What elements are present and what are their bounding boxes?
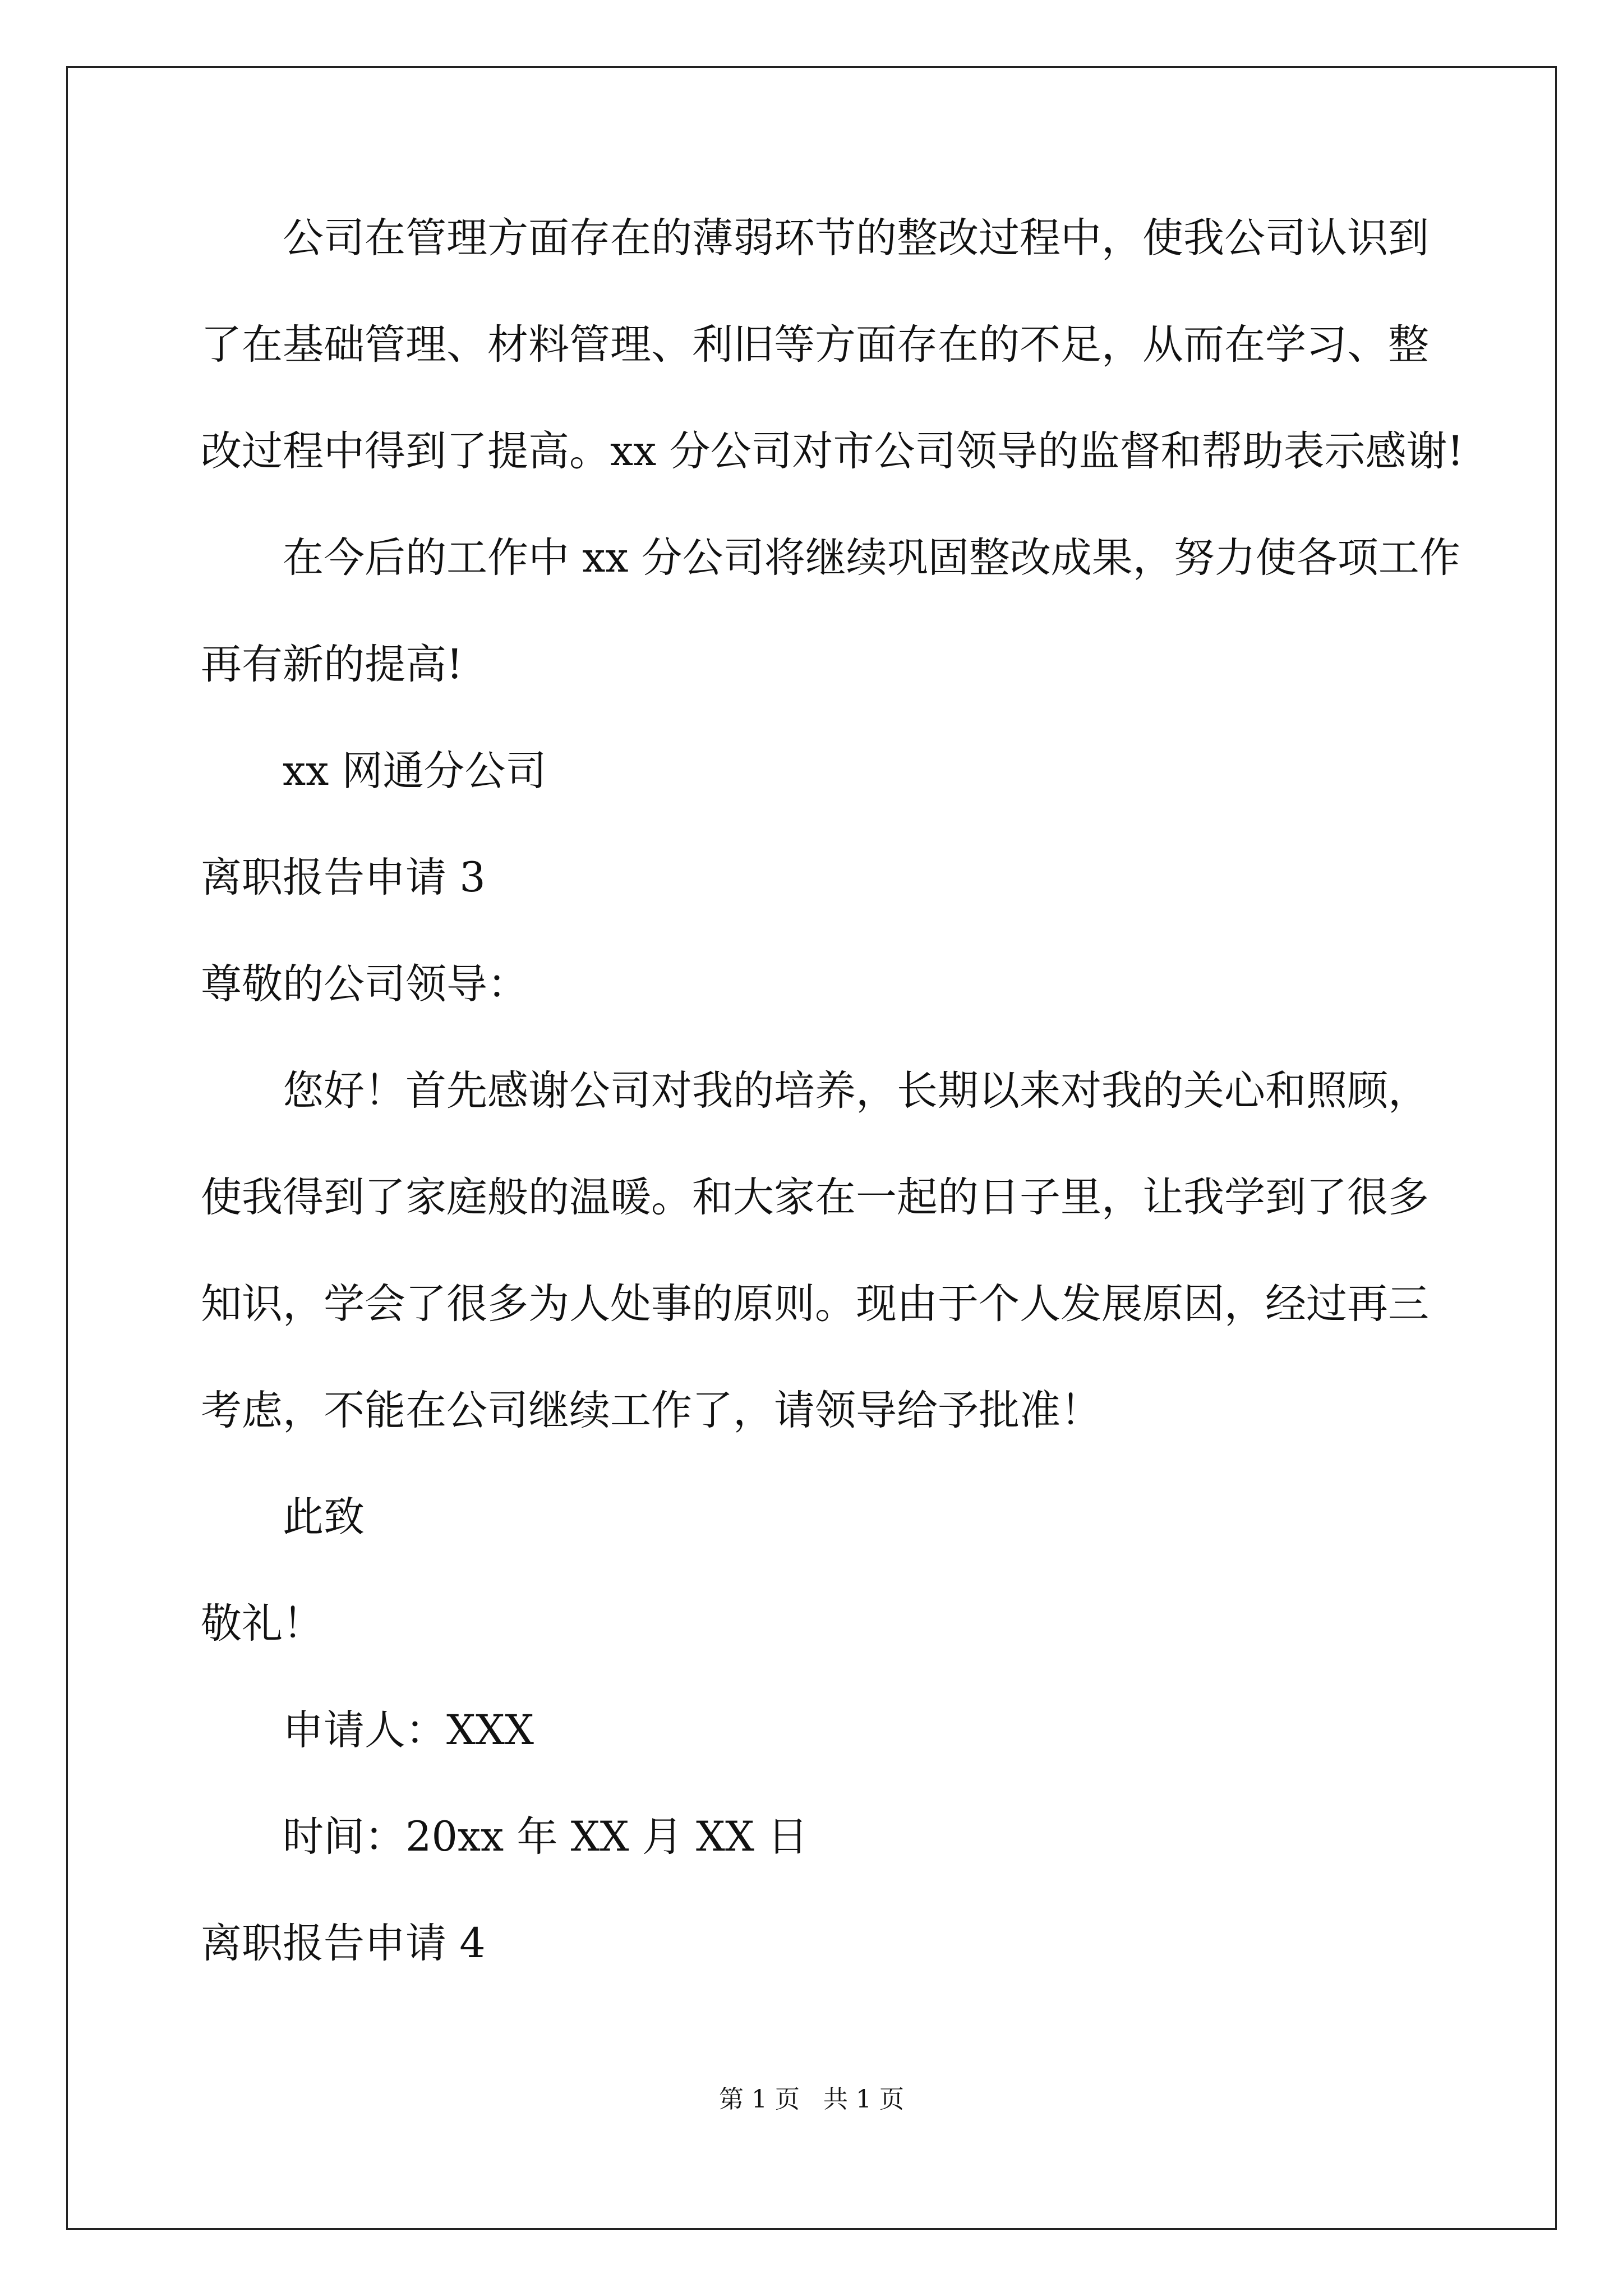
date-line: 时间：20xx 年 XX 月 XX 日	[283, 1813, 809, 1861]
paragraph-line: 在今后的工作中 xx 分公司将继续巩固整改成果，努力使各项工作	[283, 534, 1460, 582]
section-heading: 离职报告申请 3	[201, 854, 486, 901]
paragraph-line: 了在基础管理、材料管理、利旧等方面存在的不足，从而在学习、整	[201, 321, 1429, 369]
paragraph-line: 再有新的提高!	[201, 641, 463, 688]
applicant-line: 申请人：XXX	[283, 1706, 534, 1754]
paragraph-line: 使我得到了家庭般的温暖。和大家在一起的日子里，让我学到了很多	[201, 1174, 1429, 1221]
paragraph-line: 改过程中得到了提高。xx 分公司对市公司领导的监督和帮助表示感谢!	[201, 427, 1464, 475]
paragraph-line: 您好！首先感谢公司对我的培养，长期以来对我的关心和照顾，	[283, 1067, 1429, 1115]
closing-salute: 敬礼！	[201, 1600, 324, 1648]
section-heading: 离职报告申请 4	[201, 1920, 486, 1967]
paragraph-line: 考虑，不能在公司继续工作了，请领导给予批准！	[201, 1387, 1101, 1434]
closing-phrase: 此致	[283, 1493, 365, 1541]
salutation: 尊敬的公司领导：	[201, 960, 528, 1008]
page-frame	[66, 66, 1557, 2230]
page-footer: 第 1 页 共 1 页	[719, 2085, 904, 2114]
paragraph-line: 公司在管理方面存在的薄弱环节的整改过程中，使我公司认识到	[283, 214, 1429, 262]
paragraph-line: 知识，学会了很多为人处事的原则。现由于个人发展原因，经过再三	[201, 1280, 1429, 1328]
signature-company: xx 网通分公司	[283, 747, 547, 795]
